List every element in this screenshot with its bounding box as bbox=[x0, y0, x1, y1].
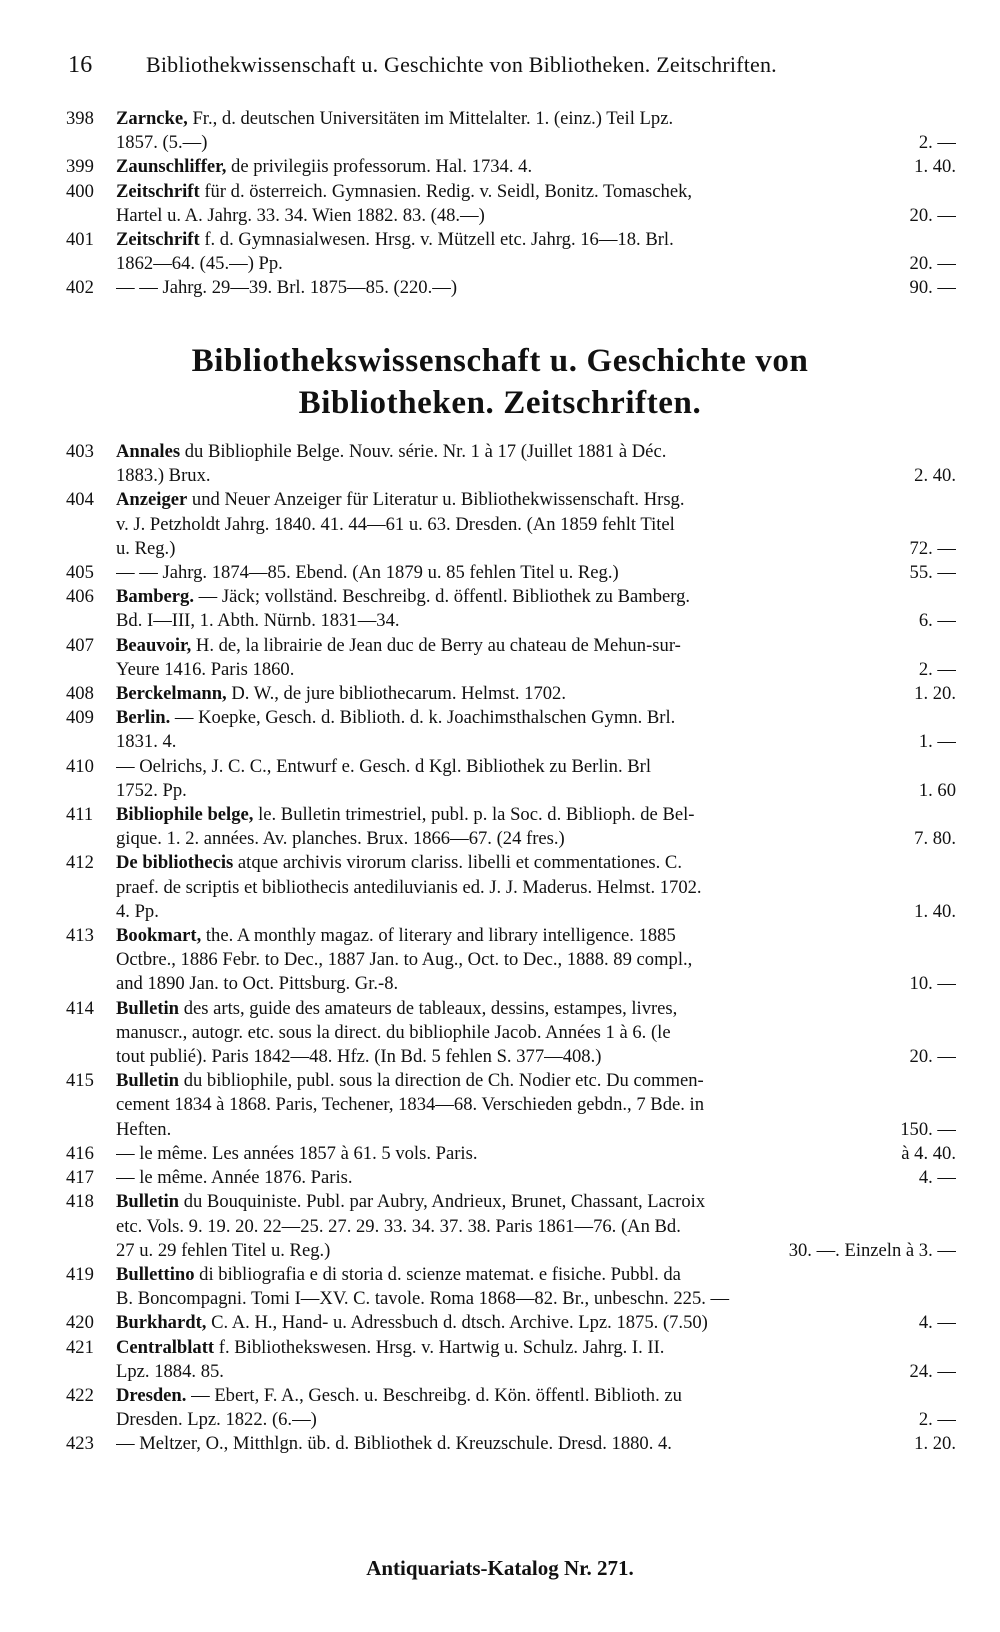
catalog-entry bbox=[0, 634, 1000, 682]
entry-heading: Berckelmann, bbox=[116, 683, 227, 705]
entry-number: 410 bbox=[66, 755, 94, 777]
entry-line bbox=[116, 1311, 956, 1335]
entry-text: — le même. Les années 1857 à 61. 5 vols. Paris. bbox=[116, 1142, 478, 1164]
entry-number: 417 bbox=[66, 1167, 94, 1189]
entry-heading: Berlin. bbox=[116, 707, 171, 729]
entry-text: — Ebert, F. A., Gesch. u. Beschreibg. d. Kön. öffentl. Biblioth. zu bbox=[191, 1384, 682, 1406]
entry-text: du Bouquiniste. Publ. par Aubry, Andrieux, Brunet, Chassant, Lacroix bbox=[183, 1191, 706, 1213]
entry-text: C. A. H., Hand- u. Adressbuch d. dtsch. Archive. Lpz. 1875. (7.50) bbox=[211, 1312, 708, 1334]
entry-price: 2. — bbox=[918, 1409, 956, 1431]
catalog-entry bbox=[0, 276, 1000, 300]
entry-heading: Beauvoir, bbox=[116, 634, 192, 656]
entry-line bbox=[116, 876, 956, 900]
entry-line bbox=[116, 948, 956, 972]
entry-text: H. de, la librairie de Jean duc de Berry au chateau de Mehun-sur- bbox=[195, 634, 681, 656]
entry-line bbox=[116, 658, 956, 682]
entry-text: manuscr., autogr. etc. sous la direct. du bibliophile Jacob. Années 1 à 6. (le bbox=[116, 1021, 671, 1043]
catalog-entry bbox=[0, 1263, 1000, 1311]
entry-heading: Burkhardt, bbox=[116, 1312, 207, 1334]
entry-line bbox=[116, 1093, 956, 1117]
entry-heading: Annales bbox=[116, 441, 181, 462]
entry-line bbox=[116, 900, 956, 924]
entry-line bbox=[116, 107, 956, 131]
entry-line bbox=[116, 252, 956, 276]
entry-text: di bibliografia e di storia d. scienze matemat. e fisiche. Pubbl. da bbox=[199, 1263, 681, 1285]
entry-text: atque archivis virorum clariss. libelli et commentationes. C. bbox=[237, 852, 682, 874]
entry-text: — Koepke, Gesch. d. Biblioth. d. k. Joachimsthalschen Gymn. Brl. bbox=[174, 707, 676, 729]
entry-line bbox=[116, 924, 956, 948]
entry-price: 10. — bbox=[909, 973, 956, 995]
entry-line bbox=[116, 779, 956, 803]
entry-line bbox=[116, 1190, 956, 1214]
entry-text: 1831. 4. bbox=[116, 731, 177, 753]
entry-text: f. Bibliothekswesen. Hrsg. v. Hartwig u. Schulz. Jahrg. I. II. bbox=[218, 1336, 665, 1358]
entry-heading: Bulletin bbox=[116, 1070, 180, 1092]
entry-line bbox=[116, 634, 956, 658]
entry-heading: Bullettino bbox=[116, 1263, 195, 1285]
entry-price: 2. — bbox=[918, 658, 956, 680]
entry-number: 401 bbox=[66, 229, 94, 251]
entry-line bbox=[116, 706, 956, 730]
entry-number: 398 bbox=[66, 108, 94, 129]
entry-text: du bibliophile, publ. sous la direction de Ch. Nodier etc. Du commen- bbox=[183, 1070, 704, 1092]
entry-text: cement 1834 à 1868. Paris, Techener, 1834—68. Verschieden gebdn., 7 Bde. in bbox=[116, 1094, 704, 1116]
entry-price: 20. — bbox=[909, 253, 956, 275]
entry-text: praef. de scriptis et bibliothecis antediluvianis ed. J. J. Maderus. Helmst. 1702. bbox=[116, 876, 702, 898]
entry-heading: Zarncke, bbox=[116, 108, 188, 129]
entry-text: gique. 1. 2. années. Av. planches. Brux. 1866—67. (24 fres.) bbox=[116, 828, 565, 850]
entry-heading: Bulletin bbox=[116, 997, 180, 1019]
entry-number: 420 bbox=[66, 1312, 94, 1334]
entry-price: 2. 40. bbox=[914, 465, 956, 487]
entry-number: 411 bbox=[66, 804, 94, 826]
catalog-entry bbox=[0, 440, 1000, 488]
entry-number: 413 bbox=[66, 925, 94, 947]
entry-number: 415 bbox=[66, 1070, 94, 1092]
entry-heading: Zeitschrift bbox=[116, 180, 200, 202]
section-title-line: Bibliothekswissenschaft u. Geschichte von bbox=[191, 343, 809, 379]
entry-list-top bbox=[0, 107, 1000, 301]
catalog-entry bbox=[0, 228, 1000, 276]
entry-line bbox=[116, 1263, 956, 1287]
catalog-entry bbox=[0, 180, 1000, 228]
entry-heading: Zeitschrift bbox=[116, 229, 200, 251]
catalog-entry bbox=[0, 924, 1000, 997]
entry-text: 27 u. 29 fehlen Titel u. Reg.) bbox=[116, 1239, 331, 1261]
entry-line bbox=[116, 1069, 956, 1093]
entry-line bbox=[116, 513, 956, 537]
entry-line bbox=[116, 1239, 956, 1263]
catalog-entry bbox=[0, 803, 1000, 851]
catalog-entry bbox=[0, 706, 1000, 754]
entry-price: 150. — bbox=[900, 1118, 956, 1140]
entry-price: 72. — bbox=[909, 537, 956, 559]
catalog-entry bbox=[0, 1432, 1000, 1456]
entry-text: 1857. (5.—) bbox=[116, 132, 208, 154]
entry-text: de privilegiis professorum. Hal. 1734. 4. bbox=[231, 156, 533, 178]
entry-line bbox=[116, 131, 956, 155]
entry-price: 7. 80. bbox=[914, 828, 956, 850]
entry-number: 419 bbox=[66, 1263, 94, 1285]
entry-text: 1862—64. (45.—) Pp. bbox=[116, 253, 283, 275]
section-title-line: Bibliotheken. Zeitschriften. bbox=[298, 385, 702, 421]
entry-number: 421 bbox=[66, 1336, 94, 1358]
entry-line bbox=[116, 609, 956, 633]
entry-text: Hartel u. A. Jahrg. 33. 34. Wien 1882. 83. (48.—) bbox=[116, 204, 485, 226]
entry-line bbox=[116, 1384, 956, 1408]
entry-text: für d. österreich. Gymnasien. Redig. v. Seidl, Bonitz. Tomaschek, bbox=[204, 180, 693, 202]
entry-text: and 1890 Jan. to Oct. Pittsburg. Gr.-8. bbox=[116, 973, 399, 995]
entry-text: f. d. Gymnasialwesen. Hrsg. v. Mützell etc. Jahrg. 16—18. Brl. bbox=[204, 229, 674, 251]
entry-heading: Dresden. bbox=[116, 1384, 187, 1406]
entry-text: — Oelrichs, J. C. C., Entwurf e. Gesch. d Kgl. Bibliothek zu Berlin. Brl bbox=[116, 755, 652, 777]
entry-line bbox=[116, 1166, 956, 1190]
entry-text: — Jäck; vollständ. Beschreibg. d. öffentl. Bibliothek zu Bamberg. bbox=[198, 586, 691, 608]
entry-text: — — Jahrg. 29—39. Brl. 1875—85. (220.—) bbox=[116, 277, 458, 299]
entry-list-main bbox=[0, 440, 1000, 1457]
catalog-entry bbox=[0, 107, 1000, 155]
catalog-entry bbox=[0, 1142, 1000, 1166]
entry-price: 4. — bbox=[918, 1312, 956, 1334]
catalog-entry bbox=[0, 1069, 1000, 1142]
entry-heading: Bamberg. bbox=[116, 586, 194, 608]
entry-line bbox=[116, 1021, 956, 1045]
catalog-entry bbox=[0, 488, 1000, 561]
entry-text: Dresden. Lpz. 1822. (6.—) bbox=[116, 1409, 317, 1431]
entry-text: tout publié). Paris 1842—48. Hfz. (In Bd. 5 fehlen S. 377—408.) bbox=[116, 1046, 602, 1068]
catalog-entry bbox=[0, 1311, 1000, 1335]
entry-line bbox=[116, 585, 956, 609]
entry-text: u. Reg.) bbox=[116, 537, 176, 559]
catalog-entry bbox=[0, 851, 1000, 924]
entry-price: à 4. 40. bbox=[901, 1142, 956, 1164]
catalog-entry bbox=[0, 561, 1000, 585]
entry-price: 2. — bbox=[918, 132, 956, 154]
entry-text: Lpz. 1884. 85. bbox=[116, 1360, 224, 1382]
entry-number: 406 bbox=[66, 586, 94, 608]
entry-line bbox=[116, 464, 956, 488]
entry-line bbox=[116, 1336, 956, 1360]
entry-heading: De bibliothecis bbox=[116, 852, 234, 874]
entry-line bbox=[116, 155, 956, 179]
entry-number: 404 bbox=[66, 489, 94, 511]
entry-price: 90. — bbox=[909, 277, 956, 299]
entry-line bbox=[116, 1142, 956, 1166]
page-number: 16 bbox=[68, 52, 93, 78]
entry-line bbox=[116, 1118, 956, 1142]
entry-line bbox=[116, 827, 956, 851]
entry-text: etc. Vols. 9. 19. 20. 22—25. 27. 29. 33. 34. 37. 38. Paris 1861—76. (An Bd. bbox=[116, 1215, 681, 1237]
entry-number: 416 bbox=[66, 1142, 94, 1164]
entry-number: 412 bbox=[66, 852, 94, 874]
entry-price: 1. 40. bbox=[914, 900, 956, 922]
entry-price: 20. — bbox=[909, 1046, 956, 1068]
entry-price: 1. 40. bbox=[914, 156, 956, 178]
entry-price: 1. 60 bbox=[918, 779, 956, 801]
entry-number: 408 bbox=[66, 683, 94, 705]
entry-number: 414 bbox=[66, 997, 94, 1019]
entry-heading: Centralblatt bbox=[116, 1336, 215, 1358]
entry-line bbox=[116, 1045, 956, 1069]
entry-number: 399 bbox=[66, 156, 94, 178]
entry-text: Fr., d. deutschen Universitäten im Mittelalter. 1. (einz.) Teil Lpz. bbox=[192, 108, 674, 129]
section-title bbox=[0, 340, 1000, 424]
entry-price: 30. —. Einzeln à 3. — bbox=[788, 1239, 956, 1261]
entry-line bbox=[116, 972, 956, 996]
entry-text: 1752. Pp. bbox=[116, 779, 187, 801]
entry-line bbox=[116, 204, 956, 228]
entry-line bbox=[116, 1408, 956, 1432]
entry-text: Heften. bbox=[116, 1118, 172, 1140]
entry-text: des arts, guide des amateurs de tableaux, dessins, estampes, livres, bbox=[183, 997, 678, 1019]
entry-text: Octbre., 1886 Febr. to Dec., 1887 Jan. to Aug., Oct. to Dec., 1888. 89 compl., bbox=[116, 949, 693, 971]
entry-text: B. Boncompagni. Tomi I—XV. C. tavole. Roma 1868—82. Br., unbeschn. 225. — bbox=[116, 1288, 730, 1310]
catalog-entry bbox=[0, 1384, 1000, 1432]
catalog-entry bbox=[0, 1190, 1000, 1263]
entry-text: — — Jahrg. 1874—85. Ebend. (An 1879 u. 85 fehlen Titel u. Reg.) bbox=[116, 562, 619, 584]
catalog-entry bbox=[0, 1166, 1000, 1190]
entry-line bbox=[116, 180, 956, 204]
entry-heading: Bibliophile belge, bbox=[116, 804, 254, 826]
entry-price: 20. — bbox=[909, 204, 956, 226]
entry-number: 402 bbox=[66, 277, 94, 299]
entry-number: 400 bbox=[66, 180, 94, 202]
entry-price: 1. — bbox=[918, 731, 956, 753]
entry-line bbox=[116, 228, 956, 252]
entry-text: 4. Pp. bbox=[116, 900, 159, 922]
entry-number: 422 bbox=[66, 1384, 94, 1406]
entry-number: 423 bbox=[66, 1433, 94, 1455]
entry-text: le. Bulletin trimestriel, publ. p. la Soc. d. Biblioph. de Bel- bbox=[258, 804, 695, 826]
catalog-entry bbox=[0, 585, 1000, 633]
entry-line bbox=[116, 276, 956, 300]
catalog-entry bbox=[0, 682, 1000, 706]
entry-text: — le même. Année 1876. Paris. bbox=[116, 1167, 353, 1189]
entry-number: 403 bbox=[66, 441, 94, 462]
entry-text: du Bibliophile Belge. Nouv. série. Nr. 1 à 17 (Juillet 1881 à Déc. bbox=[184, 441, 667, 462]
entry-heading: Bulletin bbox=[116, 1191, 180, 1213]
catalog-entry bbox=[0, 155, 1000, 179]
catalog-entry bbox=[0, 997, 1000, 1070]
entry-number: 418 bbox=[66, 1191, 94, 1213]
entry-line bbox=[116, 1215, 956, 1239]
catalog-entry bbox=[0, 1336, 1000, 1384]
entry-line bbox=[116, 730, 956, 754]
entry-text: the. A monthly magaz. of literary and library intelligence. 1885 bbox=[205, 925, 676, 947]
running-head-title: Bibliothekwissenschaft u. Geschichte von Bibliotheken. Zeitschriften. bbox=[146, 52, 777, 77]
entry-text: D. W., de jure bibliothecarum. Helmst. 1702. bbox=[231, 683, 566, 705]
entry-text: und Neuer Anzeiger für Literatur u. Bibliothekwissenschaft. Hrsg. bbox=[191, 489, 685, 511]
entry-line bbox=[116, 1287, 956, 1311]
entry-line bbox=[116, 803, 956, 827]
entry-price: 6. — bbox=[918, 610, 956, 632]
entry-heading: Zaunschliffer, bbox=[116, 156, 227, 178]
entry-text: v. J. Petzholdt Jahrg. 1840. 41. 44—61 u. 63. Dresden. (An 1859 fehlt Titel bbox=[116, 513, 675, 535]
entry-price: 55. — bbox=[909, 562, 956, 584]
entry-line bbox=[116, 851, 956, 875]
entry-line bbox=[116, 682, 956, 706]
entry-text: Bd. I—III, 1. Abth. Nürnb. 1831—34. bbox=[116, 610, 400, 632]
entry-price: 1. 20. bbox=[914, 1433, 956, 1455]
running-head bbox=[68, 52, 968, 79]
entry-price: 1. 20. bbox=[914, 683, 956, 705]
entry-price: 4. — bbox=[918, 1167, 956, 1189]
entry-line bbox=[116, 1360, 956, 1384]
entry-price: 24. — bbox=[909, 1360, 956, 1382]
entry-line bbox=[116, 537, 956, 561]
entry-line bbox=[116, 561, 956, 585]
entry-heading: Bookmart, bbox=[116, 925, 202, 947]
entry-line bbox=[116, 440, 956, 464]
entry-text: Yeure 1416. Paris 1860. bbox=[116, 658, 295, 680]
catalog-entry bbox=[0, 755, 1000, 803]
entry-line bbox=[116, 1432, 956, 1456]
entry-number: 407 bbox=[66, 634, 94, 656]
entry-line bbox=[116, 997, 956, 1021]
entry-heading: Anzeiger bbox=[116, 489, 188, 511]
entry-line bbox=[116, 488, 956, 512]
entry-number: 409 bbox=[66, 707, 94, 729]
entry-line bbox=[116, 755, 956, 779]
entry-text: — Meltzer, O., Mitthlgn. üb. d. Bibliothek d. Kreuzschule. Dresd. 1880. 4. bbox=[116, 1433, 672, 1455]
catalog-footer: Antiquariats-Katalog Nr. 271. bbox=[366, 1556, 634, 1580]
entry-text: 1883.) Brux. bbox=[116, 465, 211, 487]
entry-number: 405 bbox=[66, 562, 94, 584]
